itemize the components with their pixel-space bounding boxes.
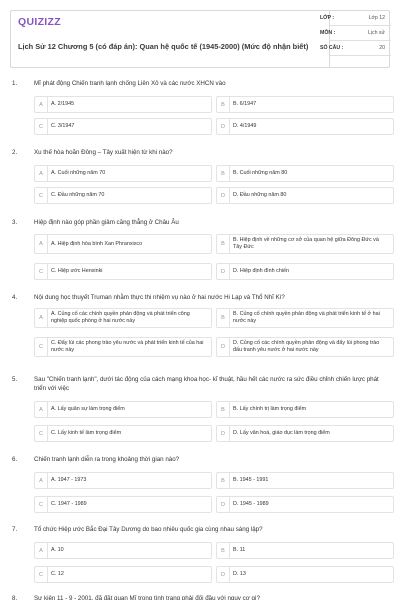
option-letter: A	[35, 402, 48, 417]
question-text: Mĩ phát động Chiến tranh lạnh chống Liên Xô và các nước XHCN vào	[34, 80, 226, 87]
option-letter: D	[217, 567, 230, 582]
option-text: C. Đầu những năm 70	[51, 192, 105, 199]
option-b[interactable]	[216, 96, 394, 113]
meta-grade-value: Lớp 12	[368, 15, 385, 21]
option-b[interactable]	[216, 401, 394, 418]
option-text: C. Lấy kinh tế làm trọng điểm	[51, 430, 122, 437]
option-text: D. 1945 - 1989	[233, 501, 269, 508]
question-text: Sau "Chiến tranh lạnh", dưới tác động của cách mạng khoa học- kĩ thuật, hầu hết các nước ra sức điều chỉnh chiến lược phát triển với việc	[34, 376, 379, 392]
option-c[interactable]	[34, 118, 212, 135]
option-text: B. 11	[233, 547, 246, 554]
option-c[interactable]	[34, 496, 212, 513]
option-letter: B	[217, 543, 230, 558]
option-text: D. Lấy văn hoá, giáo dục làm trọng điểm	[233, 430, 330, 437]
option-letter: C	[35, 338, 48, 356]
option-letter: B	[217, 402, 230, 417]
option-letter: A	[35, 166, 48, 181]
question-text: Tổ chức Hiệp ước Bắc Đại Tây Dương do bao nhiêu quốc gia cùng nhau sáng lập?	[34, 526, 263, 533]
option-a[interactable]	[34, 308, 212, 328]
option-c[interactable]	[34, 566, 212, 583]
meta-subject-label: MÔN :	[320, 30, 336, 36]
option-text: A. Củng cố các chính quyền phản động và phát triển công nghiệp quốc phòng ở hai nước này	[51, 311, 190, 324]
option-letter: D	[217, 188, 230, 203]
question-number: 1.	[12, 80, 18, 87]
question-number: 2.	[12, 149, 18, 156]
option-text: D. Đầu những năm 80	[233, 192, 287, 199]
option-letter: C	[35, 567, 48, 582]
option-text: A. 2/1945	[51, 101, 75, 108]
option-letter: D	[217, 338, 230, 356]
option-d[interactable]	[216, 425, 394, 442]
option-d[interactable]	[216, 187, 394, 204]
question-text: Sự kiện 11 - 9 - 2001, đã đặt quan Mĩ trong tình trạng phải đối đầu với nguy cơ gì?	[34, 595, 261, 600]
option-text: B. 6/1947	[233, 101, 257, 108]
option-b[interactable]	[216, 472, 394, 489]
option-text: D. 13	[233, 571, 246, 578]
option-letter: A	[35, 543, 48, 558]
option-letter: D	[217, 264, 230, 279]
option-d[interactable]	[216, 496, 394, 513]
question-number: 5.	[12, 376, 18, 383]
meta-count-label: SỐ CÂU :	[320, 45, 344, 51]
option-b[interactable]	[216, 165, 394, 182]
option-text: D. Củng cố các chính quyền phản động và đẩy lùi phong trào đấu tranh yêu nước ở hai nước này	[233, 340, 380, 353]
option-text: D. 4/1949	[233, 123, 257, 130]
meta-grade-label: LỚP :	[320, 15, 335, 21]
option-letter: A	[35, 309, 48, 327]
option-letter: B	[217, 473, 230, 488]
option-letter: D	[217, 497, 230, 512]
option-letter: A	[35, 473, 48, 488]
option-d[interactable]	[216, 566, 394, 583]
option-text: A. Cuối những năm 70	[51, 170, 106, 177]
option-c[interactable]	[34, 425, 212, 442]
option-d[interactable]	[216, 263, 394, 280]
question-text: Hiệp định nào góp phần giảm căng thẳng ở Châu Âu	[34, 219, 179, 226]
option-text: B. 1945 - 1991	[233, 477, 269, 484]
option-d[interactable]	[216, 337, 394, 357]
option-text: A. Lấy quân sự làm trọng điểm	[51, 406, 125, 413]
question-number: 7.	[12, 526, 18, 533]
option-letter: B	[217, 97, 230, 112]
meta-info-box	[320, 11, 391, 67]
option-text: D. Hiệp định đình chiến	[233, 268, 290, 275]
option-c[interactable]	[34, 337, 212, 357]
option-text: C. 1947 - 1989	[51, 501, 87, 508]
question-text: Xu thế hòa hoãn Đông – Tây xuất hiện từ khi nào?	[34, 149, 173, 156]
option-b[interactable]	[216, 234, 394, 254]
option-letter: C	[35, 188, 48, 203]
option-a[interactable]	[34, 96, 212, 113]
worksheet-title: Lịch Sử 12 Chương 5 (có đáp án): Quan hệ quốc tế (1945-2000) (Mức độ nhận biết)	[18, 42, 309, 51]
option-letter: C	[35, 264, 48, 279]
option-text: C. 3/1947	[51, 123, 75, 130]
option-text: A. Hiệp định hòa bình Xan Phranxixco	[51, 240, 143, 247]
meta-count-row	[320, 41, 391, 56]
option-a[interactable]	[34, 234, 212, 254]
option-letter: A	[35, 235, 48, 253]
meta-count-value: 20	[379, 45, 385, 51]
worksheet-header	[10, 10, 390, 68]
question-number: 3.	[12, 219, 18, 226]
option-letter: D	[217, 119, 230, 134]
option-text: A. 10	[51, 547, 64, 554]
option-text: B. Hiệp định về những cơ sở của quan hệ giữa Đông Đức và Tây Đức	[233, 237, 379, 250]
option-letter: C	[35, 426, 48, 441]
quizizz-logo: QUIZIZZ	[18, 16, 61, 28]
question-number: 6.	[12, 456, 18, 463]
question-text: Nội dung học thuyết Truman nhằm thực thi nhiệm vụ nào ở hai nước Hi Lạp và Thổ Nhĩ Kì?	[34, 294, 285, 301]
option-letter: B	[217, 235, 230, 253]
option-text: C. Đẩy lùi các phong trào yêu nước và phát triển kinh tế của hai nước này	[51, 340, 204, 353]
option-letter: B	[217, 166, 230, 181]
option-text: C. 12	[51, 571, 64, 578]
option-d[interactable]	[216, 118, 394, 135]
question-number: 4.	[12, 294, 18, 301]
option-c[interactable]	[34, 263, 212, 280]
question-text: Chiến tranh lạnh diễn ra trong khoảng thời gian nào?	[34, 456, 180, 463]
option-text: A. 1947 - 1973	[51, 477, 87, 484]
option-letter: A	[35, 97, 48, 112]
option-text: B. Lấy chính trị làm trọng điểm	[233, 406, 307, 413]
option-text: B. Cuối những năm 80	[233, 170, 288, 177]
option-letter: B	[217, 309, 230, 327]
option-b[interactable]	[216, 542, 394, 559]
option-letter: D	[217, 426, 230, 441]
meta-grade-row	[320, 11, 391, 26]
option-text: C. Hiệp ước Henxinki	[51, 268, 103, 275]
option-letter: C	[35, 119, 48, 134]
option-a[interactable]	[34, 401, 212, 418]
option-letter: C	[35, 497, 48, 512]
option-a[interactable]	[34, 472, 212, 489]
question-number: 8.	[12, 595, 18, 600]
option-b[interactable]	[216, 308, 394, 328]
option-c[interactable]	[34, 187, 212, 204]
option-a[interactable]	[34, 542, 212, 559]
meta-subject-row	[320, 26, 391, 41]
option-a[interactable]	[34, 165, 212, 182]
option-text: B. Củng cố chính quyền phản động và phát triển kinh tế ở hai nước này	[233, 311, 380, 324]
meta-subject-value: Lịch sử	[367, 30, 385, 36]
